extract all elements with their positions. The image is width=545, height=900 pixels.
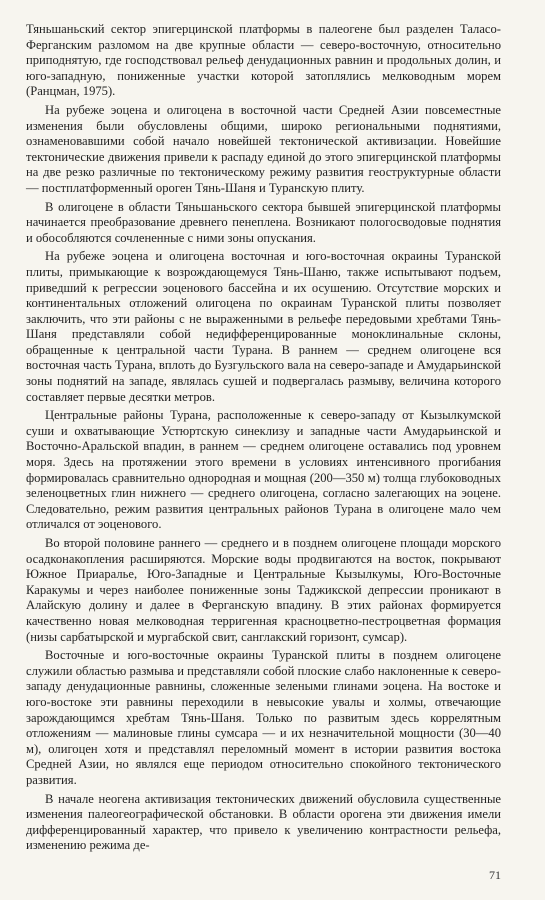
page-number: 71 — [489, 868, 501, 882]
paragraph-8: В начале неогена активизация тектонических движений обусловила существенные изменения палеогеографической обстановки. В области орогена эти движения имели дифференцированный характер, что привело к увеличению контрастности рельефа, изменению режима де- — [26, 791, 501, 853]
paragraph-6: Во второй половине раннего — среднего и в позднем олигоцене площади морского осадконакопления расширяются. Морские воды продвигаются на восток, покрывают Южное Приаралье, Юго-Западные и Центральные Кызылкумы, Юго-Восточные Каракумы и через наиболее пониженные зоны Таджикской депрессии проникают в Алайскую долину и далее в Ферганскую впадину. В этих районах формируется качественно новая мелководная терригенная красноцветно-пестроцветная формация (низы сарбатырской и мургабской свит, санглакский горизонт, сумсар). — [26, 536, 501, 644]
paragraph-5: Центральные районы Турана, расположенные к северо-западу от Кызылкумской суши и охватывающие Устюртскую синеклизу и западные части Амударьинской и Восточно-Аральской впадин, в раннем — среднем олигоцене оставались под уровнем моря. Здесь на протяжении этого времени в условиях интенсивного прогибания формировалась сравнительно однородная и мощная (200—350 м) толща глубоководных зеленоцветных глин нижнего — среднего олигоцена, согласно залегающих на эоцене. Следовательно, режим развития центральных районов Турана в олигоцене мало чем отличался от эоценового. — [26, 408, 501, 532]
body-text — [26, 22, 501, 854]
paragraph-4: На рубеже эоцена и олигоцена восточная и юго-восточная окраины Туранской плиты, примыкающие к возрождающемуся Тянь-Шаню, также испытывают подъем, приведший к регрессии эоценового бассейна и их осушению. Отсутствие морских и континентальных отложений олигоцена по окраинам Туранской плиты позволяет заключить, что эти районы с не выраженными в рельефе передовыми хребтами Тянь-Шаня представляли собой недифференцированные моноклинальные склоны, обращенные к центральной части Турана. В раннем — среднем олигоцене вся восточная часть Турана, вплоть до Бузгульского вала на северо-западе и Амударьинской зоны поднятий на западе, являлась сушей и подвергалась размыву, величина которого составляет первые десятки метров. — [26, 249, 501, 404]
paragraph-3: В олигоцене в области Тяньшаньского сектора бывшей эпигерцинской платформы начинается преобразование древнего пенеплена. Возникают пологосводовые поднятия и обособляются сочлененные с ними зоны опускания. — [26, 199, 501, 245]
paragraph-7: Восточные и юго-восточные окраины Туранской плиты в позднем олигоцене служили областью размыва и представляли собой плоские слабо наклоненные к северо-западу денудационные равнины, сложенные зелеными глинами эоцена. На востоке и юго-востоке эти равнины переходили в невысокие увалы и холмы, отвечающие зарождающимся хребтам Тянь-Шаня. Только по развитым здесь коррелятным отложениям — малиновые глины сумсара — и их незначительной мощности (30—40 м), олигоцен хотя и представлял переломный момент в истории развития востока Средней Азии, но являлся еще периодом относительно спокойного тектонического развития. — [26, 648, 501, 787]
paragraph-1: Тяньшаньский сектор эпигерцинской платформы в палеогене был разделен Таласо-Ферганским разломом на две крупные области — северо-восточную, относительно приподнятую, где господствовал рельеф денудационных равнин и продольных долин, и юго-западную, пониженные участки которой затоплялись мелководным морем (Ранцман, 1975). — [26, 22, 501, 99]
paragraph-2: На рубеже эоцена и олигоцена в восточной части Средней Азии повсеместные изменения были обусловлены общими, широко региональными поднятиями, ознаменовавшими собой начало новейшей тектонической активизации. Новейшие тектонические движения привели к распаду единой до этого эпигерцинской платформы на две резко различные по тектоническому режиму развития геоструктурные области — постплатформенный ороген Тянь-Шаня и Туранскую плиту. — [26, 102, 501, 195]
